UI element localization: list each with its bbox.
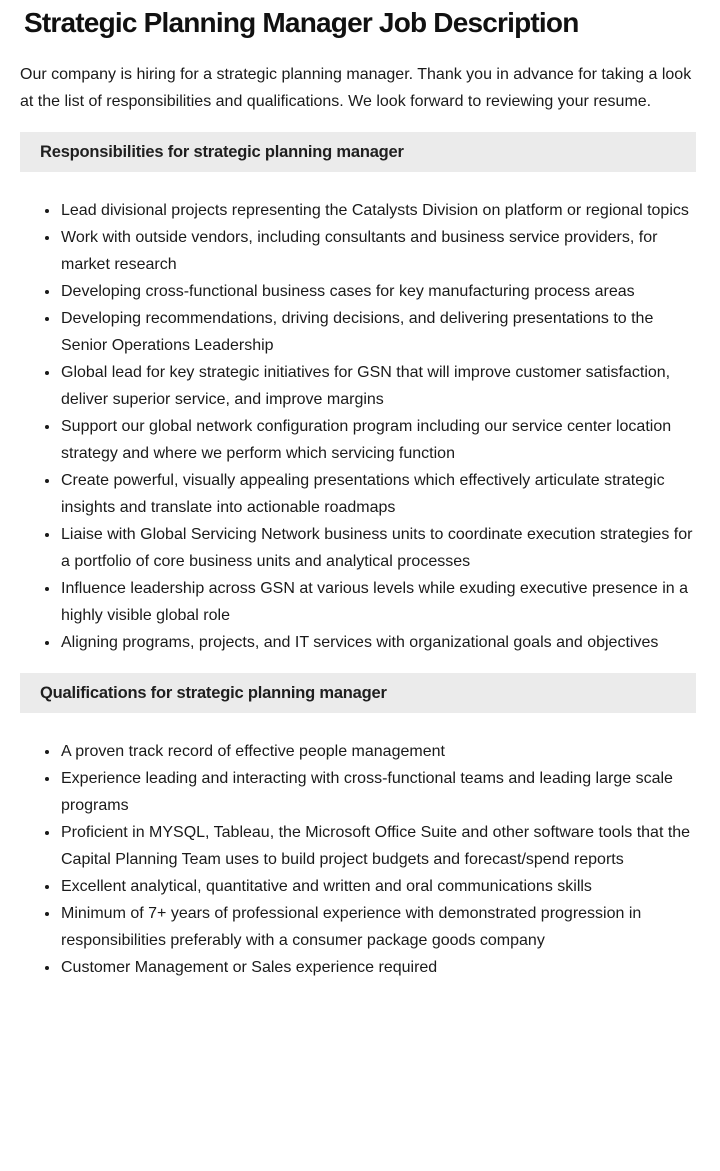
list-item: • Experience leading and interacting with cross-functional teams and leading large scale programs <box>60 765 696 819</box>
list-item: • Support our global network configuration program including our service center location strategy and where we perform which servicing function <box>60 413 696 467</box>
list-item: • Aligning programs, projects, and IT services with organizational goals and objectives <box>60 629 696 656</box>
list-item: • Proficient in MYSQL, Tableau, the Microsoft Office Suite and other software tools that the Capital Planning Team uses to build project budgets and forecast/spend reports <box>60 819 696 873</box>
list-item: • Work with outside vendors, including consultants and business service providers, for market research <box>60 224 696 278</box>
intro-paragraph: Our company is hiring for a strategic planning manager. Thank you in advance for taking a look at the list of responsibilities and qualifications. We look forward to reviewing your resume. <box>20 66 692 110</box>
page-title: Strategic Planning Manager Job Description <box>24 7 579 38</box>
responsibilities-heading-label: Responsibilities for strategic planning manager <box>40 142 404 161</box>
responsibilities-section-header <box>20 132 696 172</box>
qualifications-heading-label: Qualifications for strategic planning manager <box>40 683 387 702</box>
list-item: • Developing recommendations, driving decisions, and delivering presentations to the Senior Operations Leadership <box>60 305 696 359</box>
qualifications-section-header <box>20 673 696 713</box>
list-item: • Influence leadership across GSN at various levels while exuding executive presence in a highly visible global role <box>60 575 696 629</box>
list-item: • Excellent analytical, quantitative and written and oral communications skills <box>60 873 696 900</box>
list-item: • Global lead for key strategic initiatives for GSN that will improve customer satisfaction, deliver superior service, and improve margins <box>60 359 696 413</box>
list-item: • Customer Management or Sales experience required <box>60 954 696 981</box>
list-item: • Liaise with Global Servicing Network business units to coordinate execution strategies for a portfolio of core business units and analytical processes <box>60 521 696 575</box>
list-item: • Minimum of 7+ years of professional experience with demonstrated progression in responsibilities preferably with a consumer package goods company <box>60 900 696 954</box>
job-description-document <box>0 6 720 1016</box>
responsibilities-list <box>20 197 696 656</box>
list-item: • A proven track record of effective people management <box>60 738 696 765</box>
list-item: • Lead divisional projects representing the Catalysts Division on platform or regional topics <box>60 197 696 224</box>
list-item: • Developing cross-functional business cases for key manufacturing process areas <box>60 278 696 305</box>
qualifications-list <box>20 738 696 981</box>
list-item: • Create powerful, visually appealing presentations which effectively articulate strategic insights and translate into actionable roadmaps <box>60 467 696 521</box>
